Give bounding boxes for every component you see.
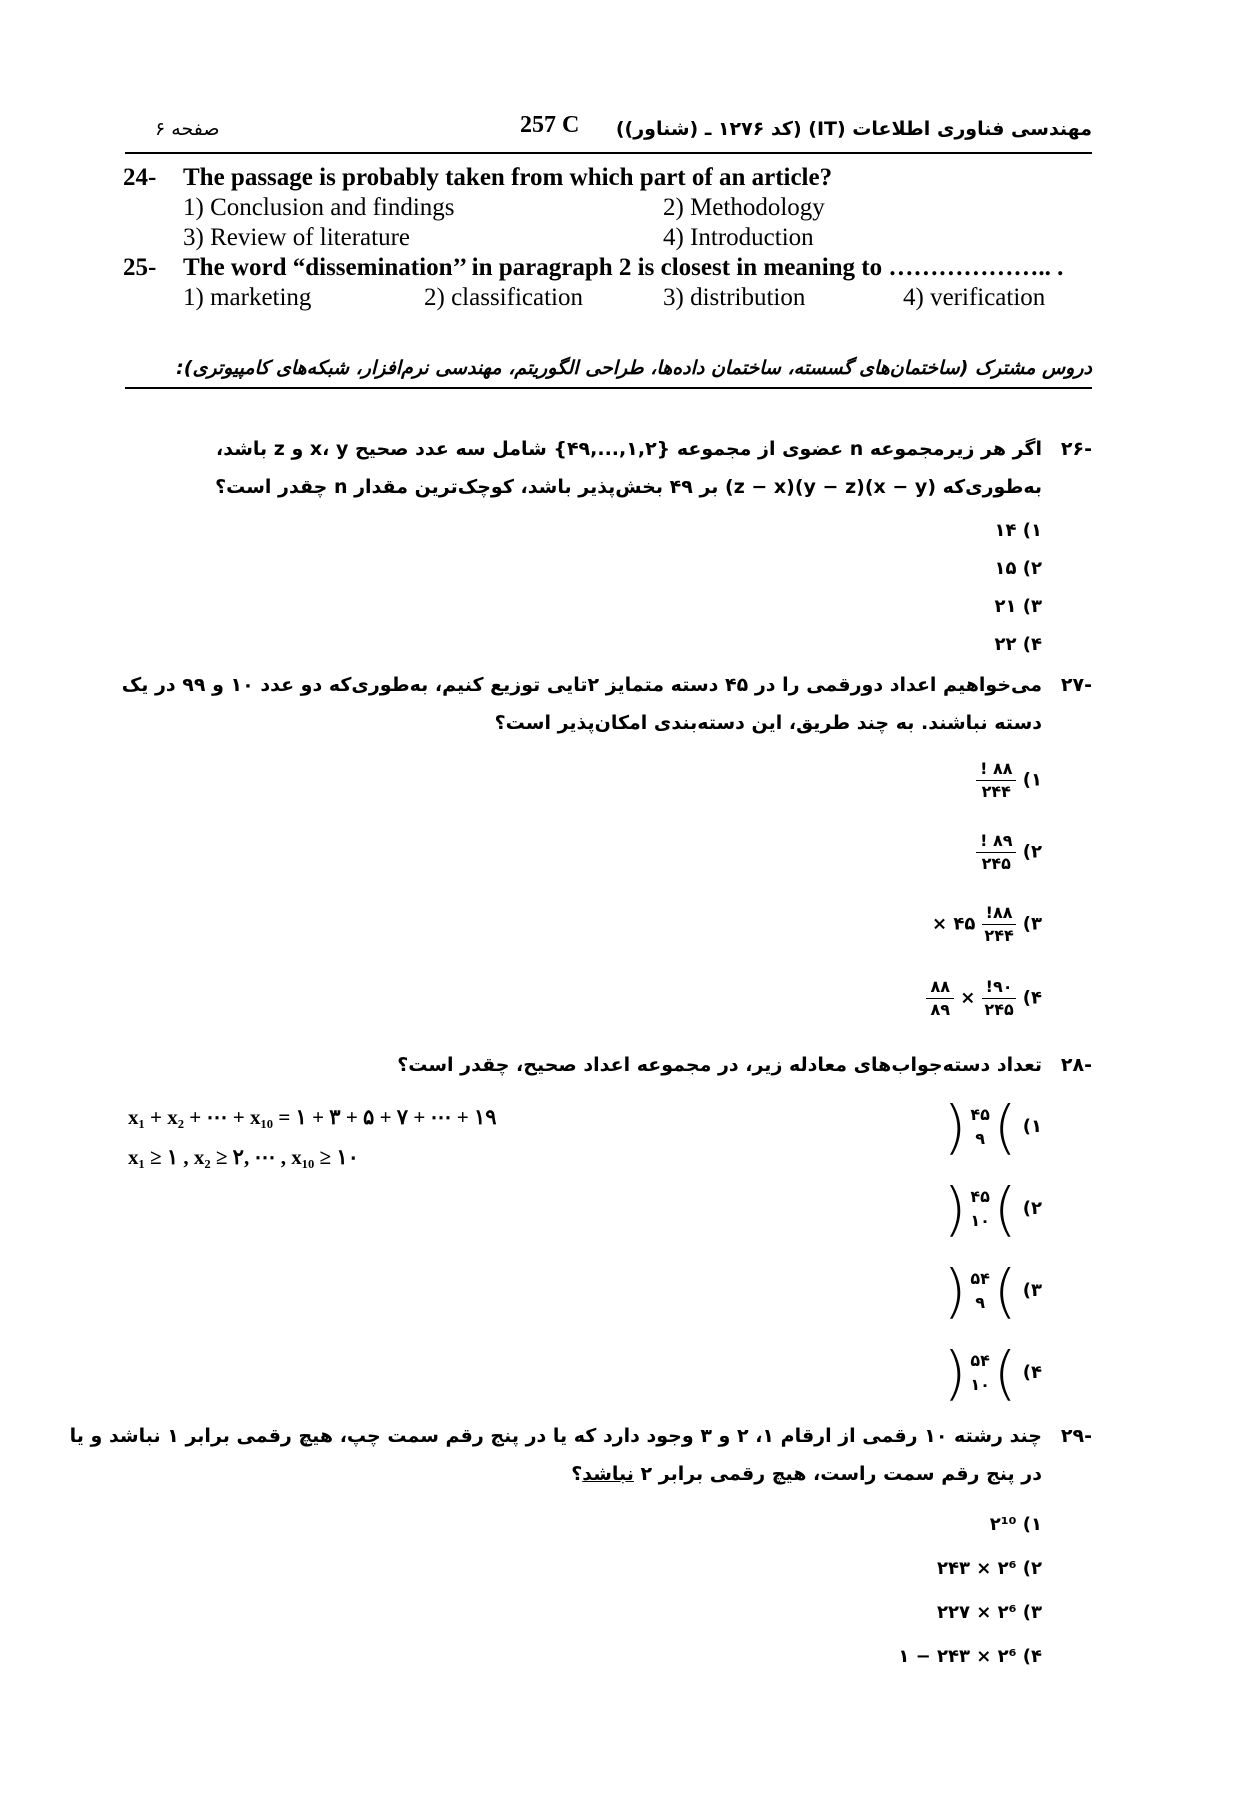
left-paren: ( (943, 1093, 967, 1161)
question-text-line-2 (571, 1463, 1042, 1485)
question-text: The passage is probably taken from which part of an article? (183, 164, 833, 191)
denominator: ۲۴۵ (981, 854, 1011, 873)
section-title: دروس مشترک (ساختمان‌های گسسته، ساختمان داده‌ها، طراحی الگوریتم، مهندسی نرم‌افزار، شبکه‌های کامپیوتری): (176, 357, 1092, 379)
exam-title: مهندسی فناوری اطلاعات (IT) (کد ۱۲۷۶ ـ (شناور)) (615, 118, 1092, 140)
question-text-line-1: تعداد دسته‌جواب‌های معادله زیر، در مجموعه اعداد صحیح، چقدر است؟ (397, 1054, 1042, 1076)
section-divider (125, 387, 1092, 389)
option-4: 4) Introduction (663, 224, 814, 251)
option-4 (926, 976, 1042, 1021)
option-3: 3) distribution (663, 284, 806, 311)
binomial (943, 1093, 1017, 1161)
binom-top: ۴۵ (970, 1105, 990, 1124)
multiplier: ۴۵ × (932, 913, 976, 935)
option-2: ۲) ۱۵ (994, 558, 1042, 579)
binomial (943, 1339, 1017, 1407)
option-3 (943, 1257, 1042, 1325)
binom-bottom: ۱۰ (970, 1375, 990, 1394)
binom-top: ۵۴ (970, 1351, 990, 1370)
option-3 (932, 902, 1042, 947)
numerator: ۸۸! (982, 902, 1017, 925)
option-label: ۱) (1022, 1116, 1042, 1137)
option-1: 1) Conclusion and findings (183, 194, 455, 221)
denominator: ۲۴۵ (984, 1000, 1014, 1019)
question-text-line-1: چند رشته ۱۰ رقمی از ارقام ۱، ۲ و ۳ وجود دارد که یا در پنج رقم سمت چپ، هیچ رقمی برابر ۱ نباشد و یا (69, 1425, 1042, 1447)
denominator: ۲۴۴ (984, 926, 1014, 945)
question-text: The word “dissemination’’ in paragraph 2 is closest in meaning to ……………….. . (183, 254, 1064, 281)
option-4: ۴) ۲⁶ × ۲۴۳ − ۱ (898, 1646, 1042, 1667)
question-number: -۲۶ (1060, 438, 1092, 460)
option-label: ۴) (1022, 987, 1042, 1009)
option-1: ۱) ۱۴ (994, 520, 1042, 541)
equation-constraints: x₁ ≥ ۱ , x₂ ≥ ۲, ⋯ , x₁₀ ≥ ۱۰ (128, 1145, 359, 1169)
fraction-b (982, 976, 1017, 1021)
denominator: ۲۴۴ (981, 782, 1011, 801)
text-part: در پنج رقم سمت راست، هیچ رقمی برابر ۲ (633, 1463, 1042, 1485)
question-text-line-2: دسته نباشند. به چند طریق، این دسته‌بندی امکان‌پذیر است؟ (494, 712, 1042, 734)
option-1 (943, 1093, 1042, 1161)
option-4: 4) verification (903, 284, 1046, 311)
fraction (982, 902, 1017, 947)
underlined-word: نباشد (582, 1463, 634, 1485)
option-2: ۲) ۲⁶ × ۲۴۳ (937, 1558, 1042, 1579)
binom-bottom: ۹ (975, 1129, 985, 1148)
numerator: ۸۸ (926, 976, 954, 999)
option-label: ۲) (1022, 841, 1042, 863)
question-text-line-2: به‌طوری‌که (x − y)(y − z)(z − x) بر ۴۹ بخش‌پذیر باشد، کوچک‌ترین مقدار n چقدر است؟ (215, 476, 1042, 498)
fraction (976, 758, 1016, 803)
option-label: ۳) (1022, 1280, 1042, 1301)
question-number: -۲۹ (1060, 1425, 1092, 1447)
option-label: ۲) (1022, 1198, 1042, 1219)
right-paren: ) (993, 1257, 1017, 1325)
option-1 (976, 758, 1042, 803)
question-number: 24- (123, 164, 157, 191)
option-label: ۴) (1022, 1362, 1042, 1383)
fraction-a (926, 976, 954, 1021)
binom-bottom: ۹ (975, 1293, 985, 1312)
option-2 (976, 830, 1042, 875)
option-1: ۱) ۲¹⁰ (989, 1514, 1042, 1535)
option-4 (943, 1339, 1042, 1407)
option-label: ۳) (1022, 913, 1042, 935)
equation-sum: x₁ + x₂ + ⋯ + x₁₀ = ۱ + ۳ + ۵ + ۷ + ⋯ + ۱۹ (128, 1105, 497, 1129)
option-label: ۱) (1022, 769, 1042, 791)
binomial (943, 1257, 1017, 1325)
question-number: -۲۸ (1060, 1054, 1092, 1076)
question-number: 25- (123, 254, 157, 281)
header-divider (125, 152, 1092, 154)
option-3: ۳) ۲⁶ × ۲۲۷ (937, 1602, 1042, 1623)
binom-bottom: ۱۰ (970, 1211, 990, 1230)
fraction (976, 830, 1016, 875)
question-text-line-1: اگر هر زیرمجموعه n عضوی از مجموعه {۱,۲,...,۴۹} شامل سه عدد صحیح x، y و z باشد، (216, 438, 1042, 460)
option-3: ۳) ۲۱ (994, 596, 1042, 617)
exam-code: 257 C (520, 112, 580, 138)
numerator: ۸۹ ! (976, 830, 1016, 853)
times-sign: × (960, 987, 976, 1009)
right-paren: ) (993, 1093, 1017, 1161)
option-1: 1) marketing (183, 284, 312, 311)
question-text-line-1: می‌خواهیم اعداد دورقمی را در ۴۵ دسته متمایز ۲تایی توزیع کنیم، به‌طوری‌که دو عدد ۱۰ و ۹۹ در یک (121, 674, 1042, 696)
numerator: ۹۰! (982, 976, 1017, 999)
left-paren: ( (943, 1175, 967, 1243)
numerator: ۸۸ ! (976, 758, 1016, 781)
binomial (943, 1175, 1017, 1243)
option-4: ۴) ۲۲ (994, 634, 1042, 655)
option-2: 2) classification (424, 284, 583, 311)
binom-top: ۴۵ (970, 1187, 990, 1206)
option-3: 3) Review of literature (183, 224, 410, 251)
right-paren: ) (993, 1339, 1017, 1407)
page-number: صفحه ۶ (155, 118, 220, 140)
option-2: 2) Methodology (663, 194, 825, 221)
right-paren: ) (993, 1175, 1017, 1243)
question-number: -۲۷ (1060, 674, 1092, 696)
left-paren: ( (943, 1339, 967, 1407)
binom-top: ۵۴ (970, 1269, 990, 1288)
denominator: ۸۹ (930, 1000, 950, 1019)
left-paren: ( (943, 1257, 967, 1325)
option-2 (943, 1175, 1042, 1243)
question-mark: ؟ (571, 1463, 583, 1485)
